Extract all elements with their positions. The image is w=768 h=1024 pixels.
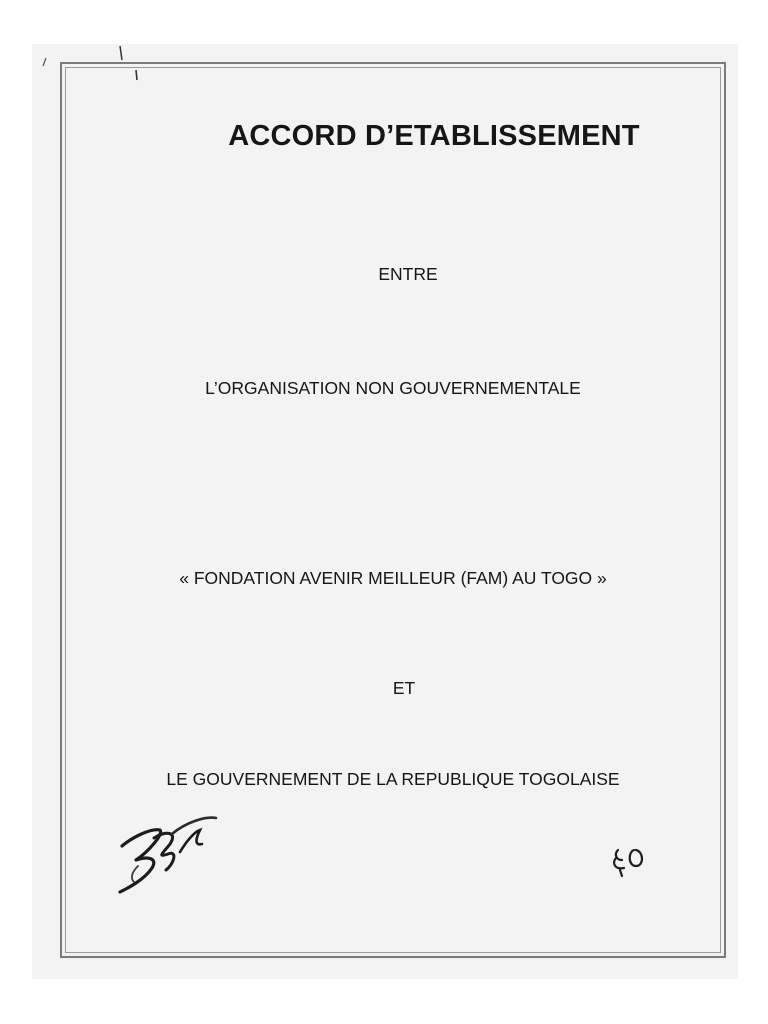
text-gouvernement: LE GOUVERNEMENT DE LA REPUBLIQUE TOGOLAISE xyxy=(166,769,620,789)
text-entre: ENTRE xyxy=(378,264,438,284)
signature-icon xyxy=(108,808,224,898)
document-title: ACCORD D’ETABLISSEMENT xyxy=(228,120,640,152)
text-fondation: « FONDATION AVENIR MEILLEUR (FAM) AU TOGO » xyxy=(179,568,607,588)
initials-icon xyxy=(608,840,656,880)
text-organisation: L’ORGANISATION NON GOUVERNEMENTALE xyxy=(205,378,581,398)
text-et: ET xyxy=(392,678,416,698)
